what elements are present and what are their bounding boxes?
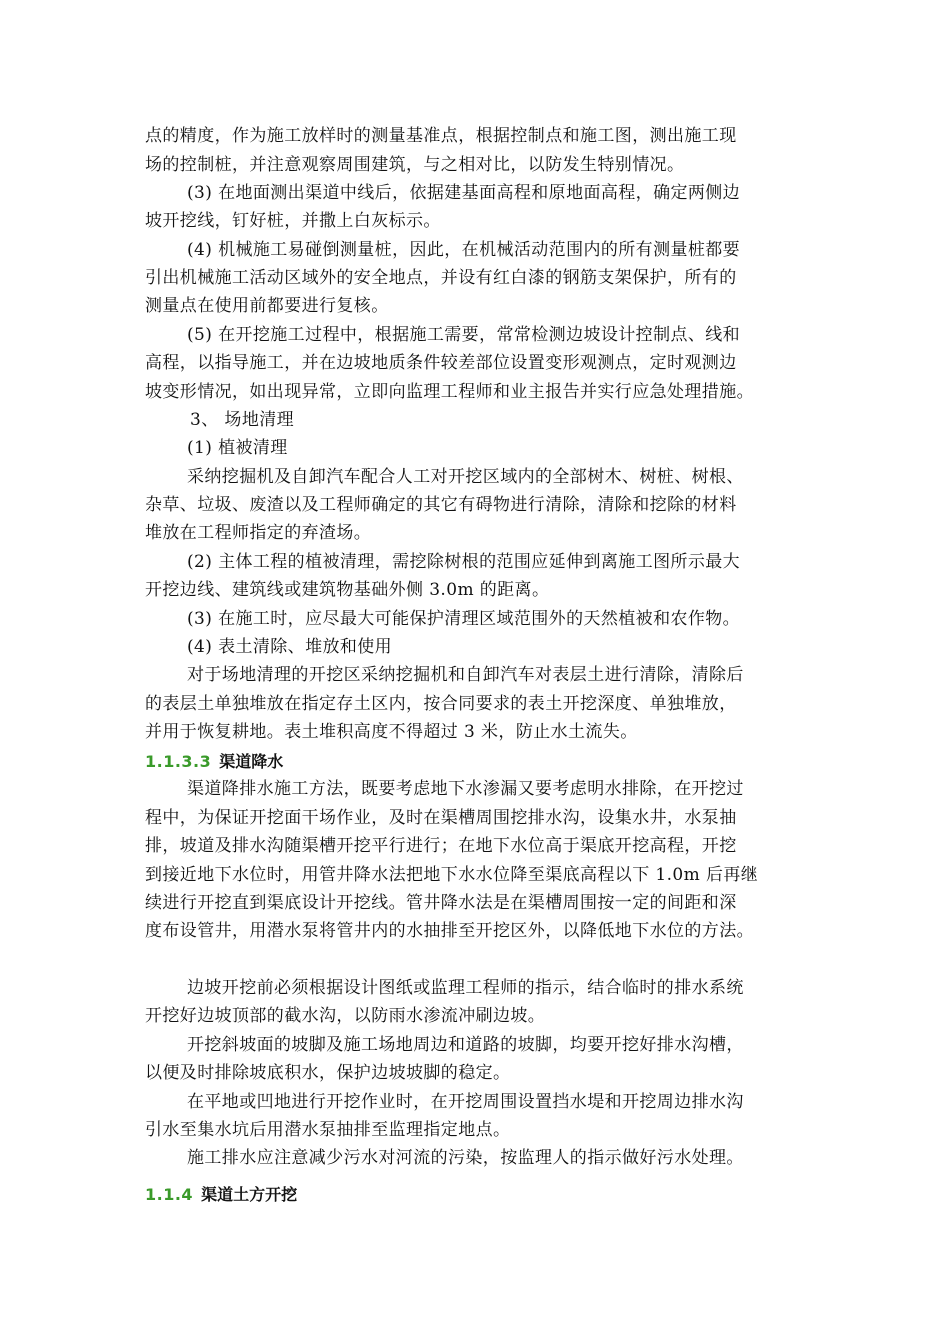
- text-line: 坡开挖线，钉好桩，并撒上白灰标示。: [145, 211, 441, 231]
- text-line: 的表层土单独堆放在指定存土区内，按合同要求的表土开挖深度、单独堆放，: [145, 694, 737, 714]
- section-title: 渠道降水: [219, 752, 284, 771]
- text-line: 排，坡道及排水沟随渠槽开挖平行进行；在地下水位高于渠底开挖高程，开挖: [145, 836, 737, 856]
- text-line: 对于场地清理的开挖区采纳挖掘机和自卸汽车对表层土进行清除，清除后: [187, 665, 744, 685]
- text-line: 开挖斜坡面的坡脚及施工场地周边和道路的坡脚，均要开挖好排水沟槽，: [187, 1035, 744, 1055]
- text-line: 施工排水应注意减少污水对河流的污染，按监理人的指示做好污水处理。: [187, 1148, 744, 1168]
- text-line: 续进行开挖直到渠底设计开挖线。管井降水法是在渠槽周围按一定的间距和深: [145, 893, 737, 913]
- text-line: 并用于恢复耕地。表土堆积高度不得超过 3 米，防止水土流失。: [145, 722, 638, 742]
- text-line: 边坡开挖前必须根据设计图纸或监理工程师的指示，结合临时的排水系统: [187, 978, 744, 998]
- text-line: (3) 在地面测出渠道中线后，依据建基面高程和原地面高程，确定两侧边: [187, 183, 741, 203]
- text-line: 3、 场地清理: [190, 410, 295, 430]
- text-line: 引水至集水坑后用潜水泵抽排至监理指定地点。: [145, 1120, 511, 1140]
- text-line: 高程，以指导施工，并在边坡地质条件较差部位设置变形观测点，定时观测边: [145, 353, 737, 373]
- text-line: (2) 主体工程的植被清理，需挖除树根的范围应延伸到离施工图所示最大: [187, 552, 741, 572]
- text-line: 采纳挖掘机及自卸汽车配合人工对开挖区域内的全部树木、树桩、树根、: [187, 467, 744, 487]
- text-line: (3) 在施工时，应尽最大可能保护清理区域范围外的天然植被和农作物。: [187, 609, 741, 629]
- text-line: (4) 机械施工易碰倒测量桩，因此，在机械活动范围内的所有测量桩都要: [187, 240, 741, 260]
- text-line: 坡变形情况，如出现异常，立即向监理工程师和业主报告并实行应急处理措施。: [145, 382, 754, 402]
- text-line: 度布设管井，用潜水泵将管井内的水抽排至开挖区外，以降低地下水位的方法。: [145, 921, 754, 941]
- section-heading: [145, 1184, 297, 1206]
- section-heading: [145, 751, 283, 773]
- section-number: 1.1.3.3: [145, 752, 212, 771]
- text-line: (1) 植被清理: [187, 438, 288, 458]
- text-line: 在平地或凹地进行开挖作业时，在开挖周围设置挡水堤和开挖周边排水沟: [187, 1092, 744, 1112]
- text-line: 开挖边线、建筑线或建筑物基础外侧 3.0m 的距离。: [145, 580, 550, 600]
- text-line: 程中，为保证开挖面干场作业，及时在渠槽周围挖排水沟，设集水井，水泵抽: [145, 808, 737, 828]
- text-line: 测量点在使用前都要进行复核。: [145, 296, 389, 316]
- text-line: 杂草、垃圾、废渣以及工程师确定的其它有碍物进行清除，清除和挖除的材料: [145, 495, 737, 515]
- section-title: 渠道土方开挖: [201, 1185, 298, 1204]
- text-line: 引出机械施工活动区域外的安全地点，并设有红白漆的钢筋支架保护，所有的: [145, 268, 737, 288]
- text-line: 点的精度，作为施工放样时的测量基准点，根据控制点和施工图，测出施工现: [145, 126, 737, 146]
- text-line: 到接近地下水位时，用管井降水法把地下水水位降至渠底高程以下 1.0m 后再继: [145, 865, 759, 885]
- text-line: (4) 表土清除、堆放和使用: [187, 637, 393, 657]
- text-line: 场的控制桩，并注意观察周围建筑，与之相对比，以防发生特别情况。: [145, 155, 685, 175]
- text-line: 开挖好边坡顶部的截水沟，以防雨水渗流冲刷边坡。: [145, 1006, 546, 1026]
- text-line: 以便及时排除坡底积水，保护边坡坡脚的稳定。: [145, 1063, 511, 1083]
- text-line: 堆放在工程师指定的弃渣场。: [145, 523, 372, 543]
- section-number: 1.1.4: [145, 1185, 194, 1204]
- text-line: (5) 在开挖施工过程中，根据施工需要，常常检测边坡设计控制点、线和: [187, 325, 741, 345]
- text-line: 渠道降排水施工方法，既要考虑地下水渗漏又要考虑明水排除，在开挖过: [187, 779, 744, 799]
